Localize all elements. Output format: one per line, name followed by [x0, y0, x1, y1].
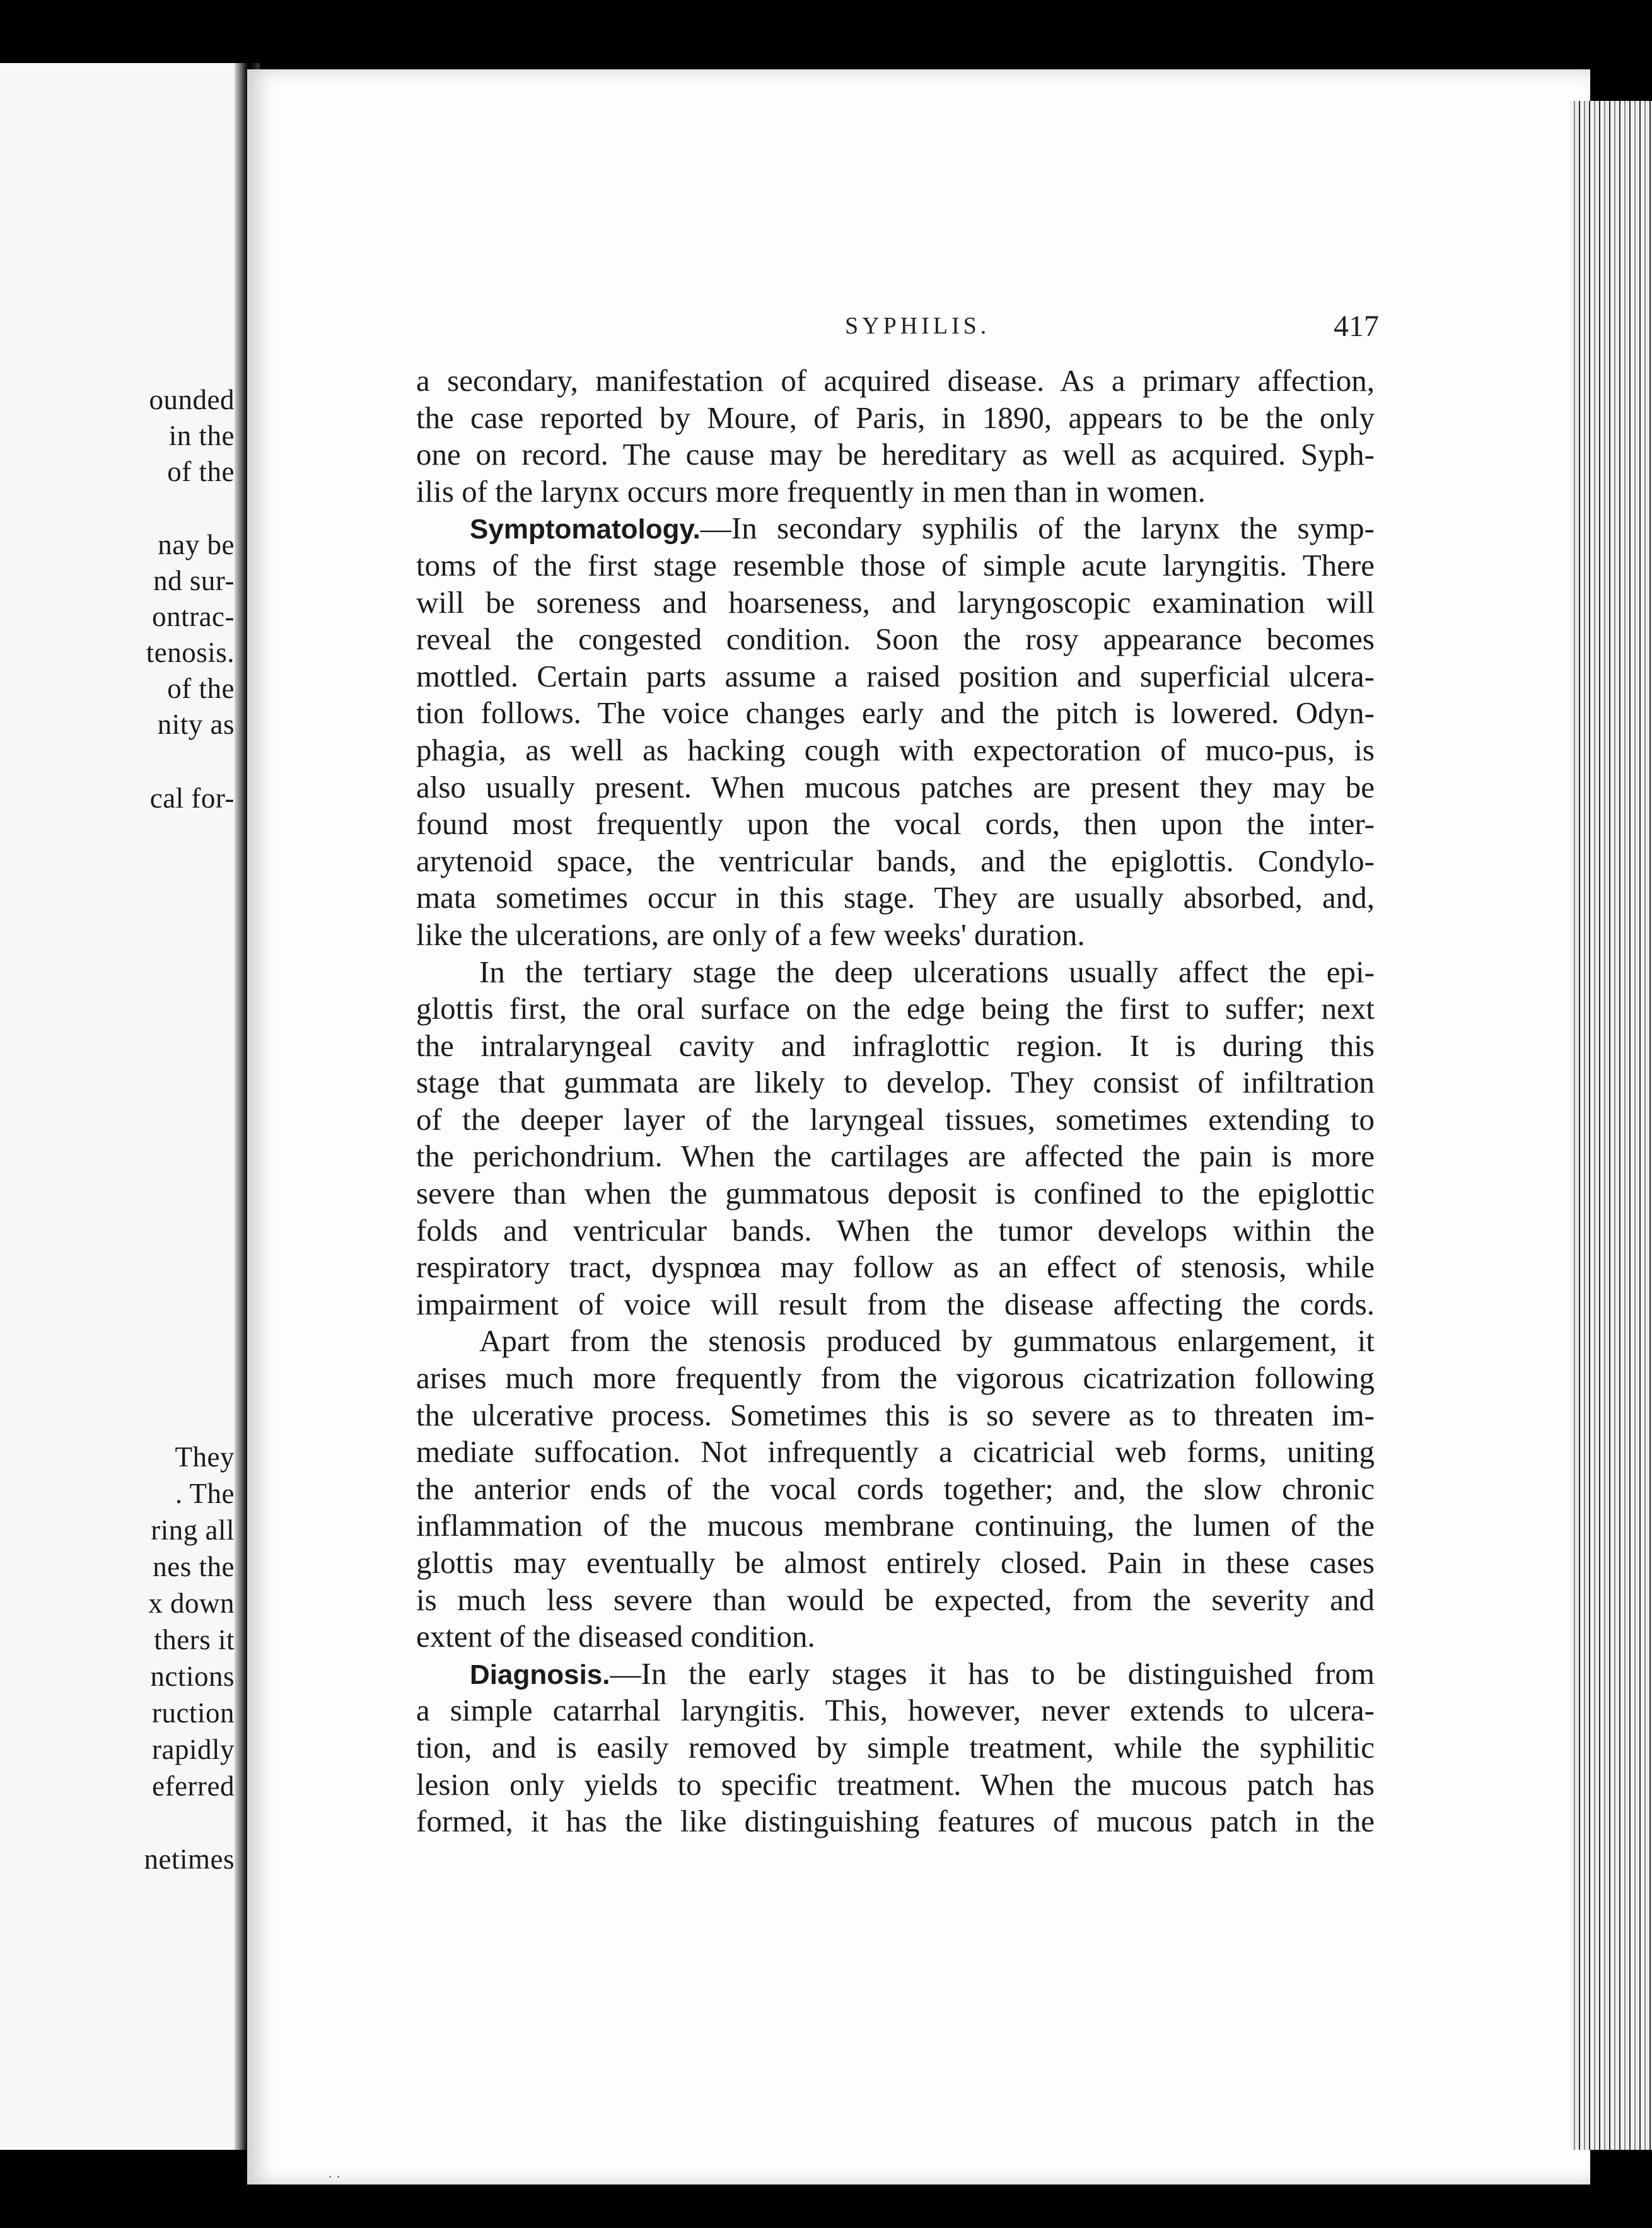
section-heading-diagnosis: Diagnosis. [470, 1659, 610, 1690]
text-line: of the deeper layer of the laryngeal tissues, sometimes extending to [416, 1101, 1375, 1137]
left-facing-page [0, 63, 240, 2150]
text-line: phagia, as well as hacking cough with expectoration of muco-pus, is [416, 732, 1375, 767]
left-fragment: nd sur- [153, 565, 235, 596]
text-line: the perichondrium. When the cartilages are affected the pain is more [416, 1139, 1375, 1174]
text-line: toms of the first stage resemble those of simple acute laryngitis. There [416, 547, 1375, 583]
text-line: formed, it has the like distinguishing features of mucous patch in the [416, 1804, 1375, 1839]
text-line: extent of the diseased condition. [416, 1619, 815, 1654]
text-line: tion, and is easily removed by simple treatment, while the syphilitic [416, 1729, 1375, 1765]
text-line [416, 510, 1375, 547]
text-line: respiratory tract, dyspnœa may follow as an effect of stenosis, while [416, 1250, 1375, 1285]
text-line: arytenoid space, the ventricular bands, and the epiglottis. Condylo- [416, 843, 1375, 878]
left-fragment: x down [148, 1587, 235, 1619]
text-line: stage that gummata are likely to develop. They consist of infiltration [416, 1065, 1375, 1100]
text-line: inflammation of the mucous membrane continuing, the lumen of the [416, 1508, 1375, 1543]
text-line: is much less severe than would be expected, from the severity and [416, 1582, 1375, 1617]
text-line [416, 1656, 1375, 1693]
text-line: one on record. The cause may be hereditary as well as acquired. Syph- [416, 437, 1375, 472]
page-number: 417 [1334, 310, 1379, 343]
left-fragment: ruction [152, 1697, 235, 1729]
text-line: severe than when the gummatous deposit is confined to the epiglottic [416, 1176, 1375, 1211]
text-line: will be soreness and hoarseness, and laryngoscopic examination will [416, 584, 1375, 620]
left-fragment: nay be [158, 529, 235, 560]
text-line: glottis may eventually be almost entirely closed. Pain in these cases [416, 1545, 1375, 1580]
text-line: like the ulcerations, are only of a few weeks' duration. [416, 917, 1085, 952]
left-fragment: netimes [144, 1843, 235, 1875]
text-line: reveal the congested condition. Soon the rosy appearance becomes [416, 622, 1375, 657]
body-text [416, 363, 1375, 1840]
text-line: tion follows. The voice changes early and the pitch is lowered. Odyn- [416, 695, 1375, 731]
text-line: a simple catarrhal laryngitis. This, however, never extends to ulcera- [416, 1693, 1375, 1728]
left-fragment: tenosis. [146, 637, 235, 668]
left-fragment: ring all [151, 1514, 235, 1546]
left-fragment: nes the [153, 1551, 235, 1582]
left-fragment: of the [167, 673, 235, 704]
left-fragment: ounded [149, 384, 235, 415]
text-line: lesion only yields to specific treatment. When the mucous patch has [416, 1767, 1375, 1802]
text-line: also usually present. When mucous patches are present they may be [416, 769, 1375, 804]
text-line: In the tertiary stage the deep ulcerations usually affect the epi- [479, 954, 1375, 989]
text-line: the intralaryngeal cavity and infraglottic region. It is during this [416, 1028, 1375, 1063]
left-fragment: in the [168, 420, 235, 451]
text-line: impairment of voice will result from the disease affecting the cords. [416, 1286, 1375, 1321]
left-fragment: . The [175, 1478, 235, 1509]
paper-specks: · · [328, 2169, 341, 2184]
text-line: found most frequently upon the vocal cords, then upon the inter- [416, 806, 1375, 842]
left-fragment: rapidly [152, 1734, 235, 1765]
text-line: folds and ventricular bands. When the tumor develops within the [416, 1212, 1375, 1248]
text-line: the ulcerative process. Sometimes this is so severe as to threaten im- [416, 1397, 1375, 1432]
left-fragment: nity as [157, 709, 235, 740]
text-line: mediate suffocation. Not infrequently a cicatricial web forms, uniting [416, 1434, 1375, 1470]
text-line: glottis first, the oral surface on the edge being the first to suffer; next [416, 991, 1375, 1026]
left-fragment: nctions [150, 1661, 235, 1692]
running-head: SYPHILIS. [845, 313, 991, 339]
left-fragment: eferred [152, 1770, 235, 1802]
text-line: mata sometimes occur in this stage. They are usually absorbed, and, [416, 880, 1375, 915]
text-line: ilis of the larynx occurs more frequently in men than in women. [416, 473, 1206, 509]
text-line-rest: —In the early stages it has to be distinguished from [610, 1656, 1375, 1691]
left-fragment: ontrac- [152, 601, 235, 632]
text-line-rest: —In secondary syphilis of the larynx the symp- [700, 511, 1375, 546]
left-fragment: cal for- [149, 782, 235, 814]
section-heading-symptomatology: Symptomatology. [470, 514, 701, 545]
text-line: mottled. Certain parts assume a raised position and superficial ulcera- [416, 658, 1375, 693]
page-edges [1570, 101, 1652, 2150]
left-fragment: They [175, 1441, 235, 1473]
left-fragment: thers it [154, 1624, 235, 1656]
left-fragment: of the [167, 456, 235, 487]
text-line: a secondary, manifestation of acquired disease. As a primary affection, [416, 363, 1375, 398]
text-line: arises much more frequently from the vigorous cicatrization following [416, 1361, 1375, 1396]
text-line: Apart from the stenosis produced by gummatous enlargement, it [479, 1323, 1375, 1359]
text-line: the anterior ends of the vocal cords together; and, the slow chronic [416, 1471, 1375, 1506]
text-line: the case reported by Moure, of Paris, in 1890, appears to be the only [416, 400, 1375, 435]
